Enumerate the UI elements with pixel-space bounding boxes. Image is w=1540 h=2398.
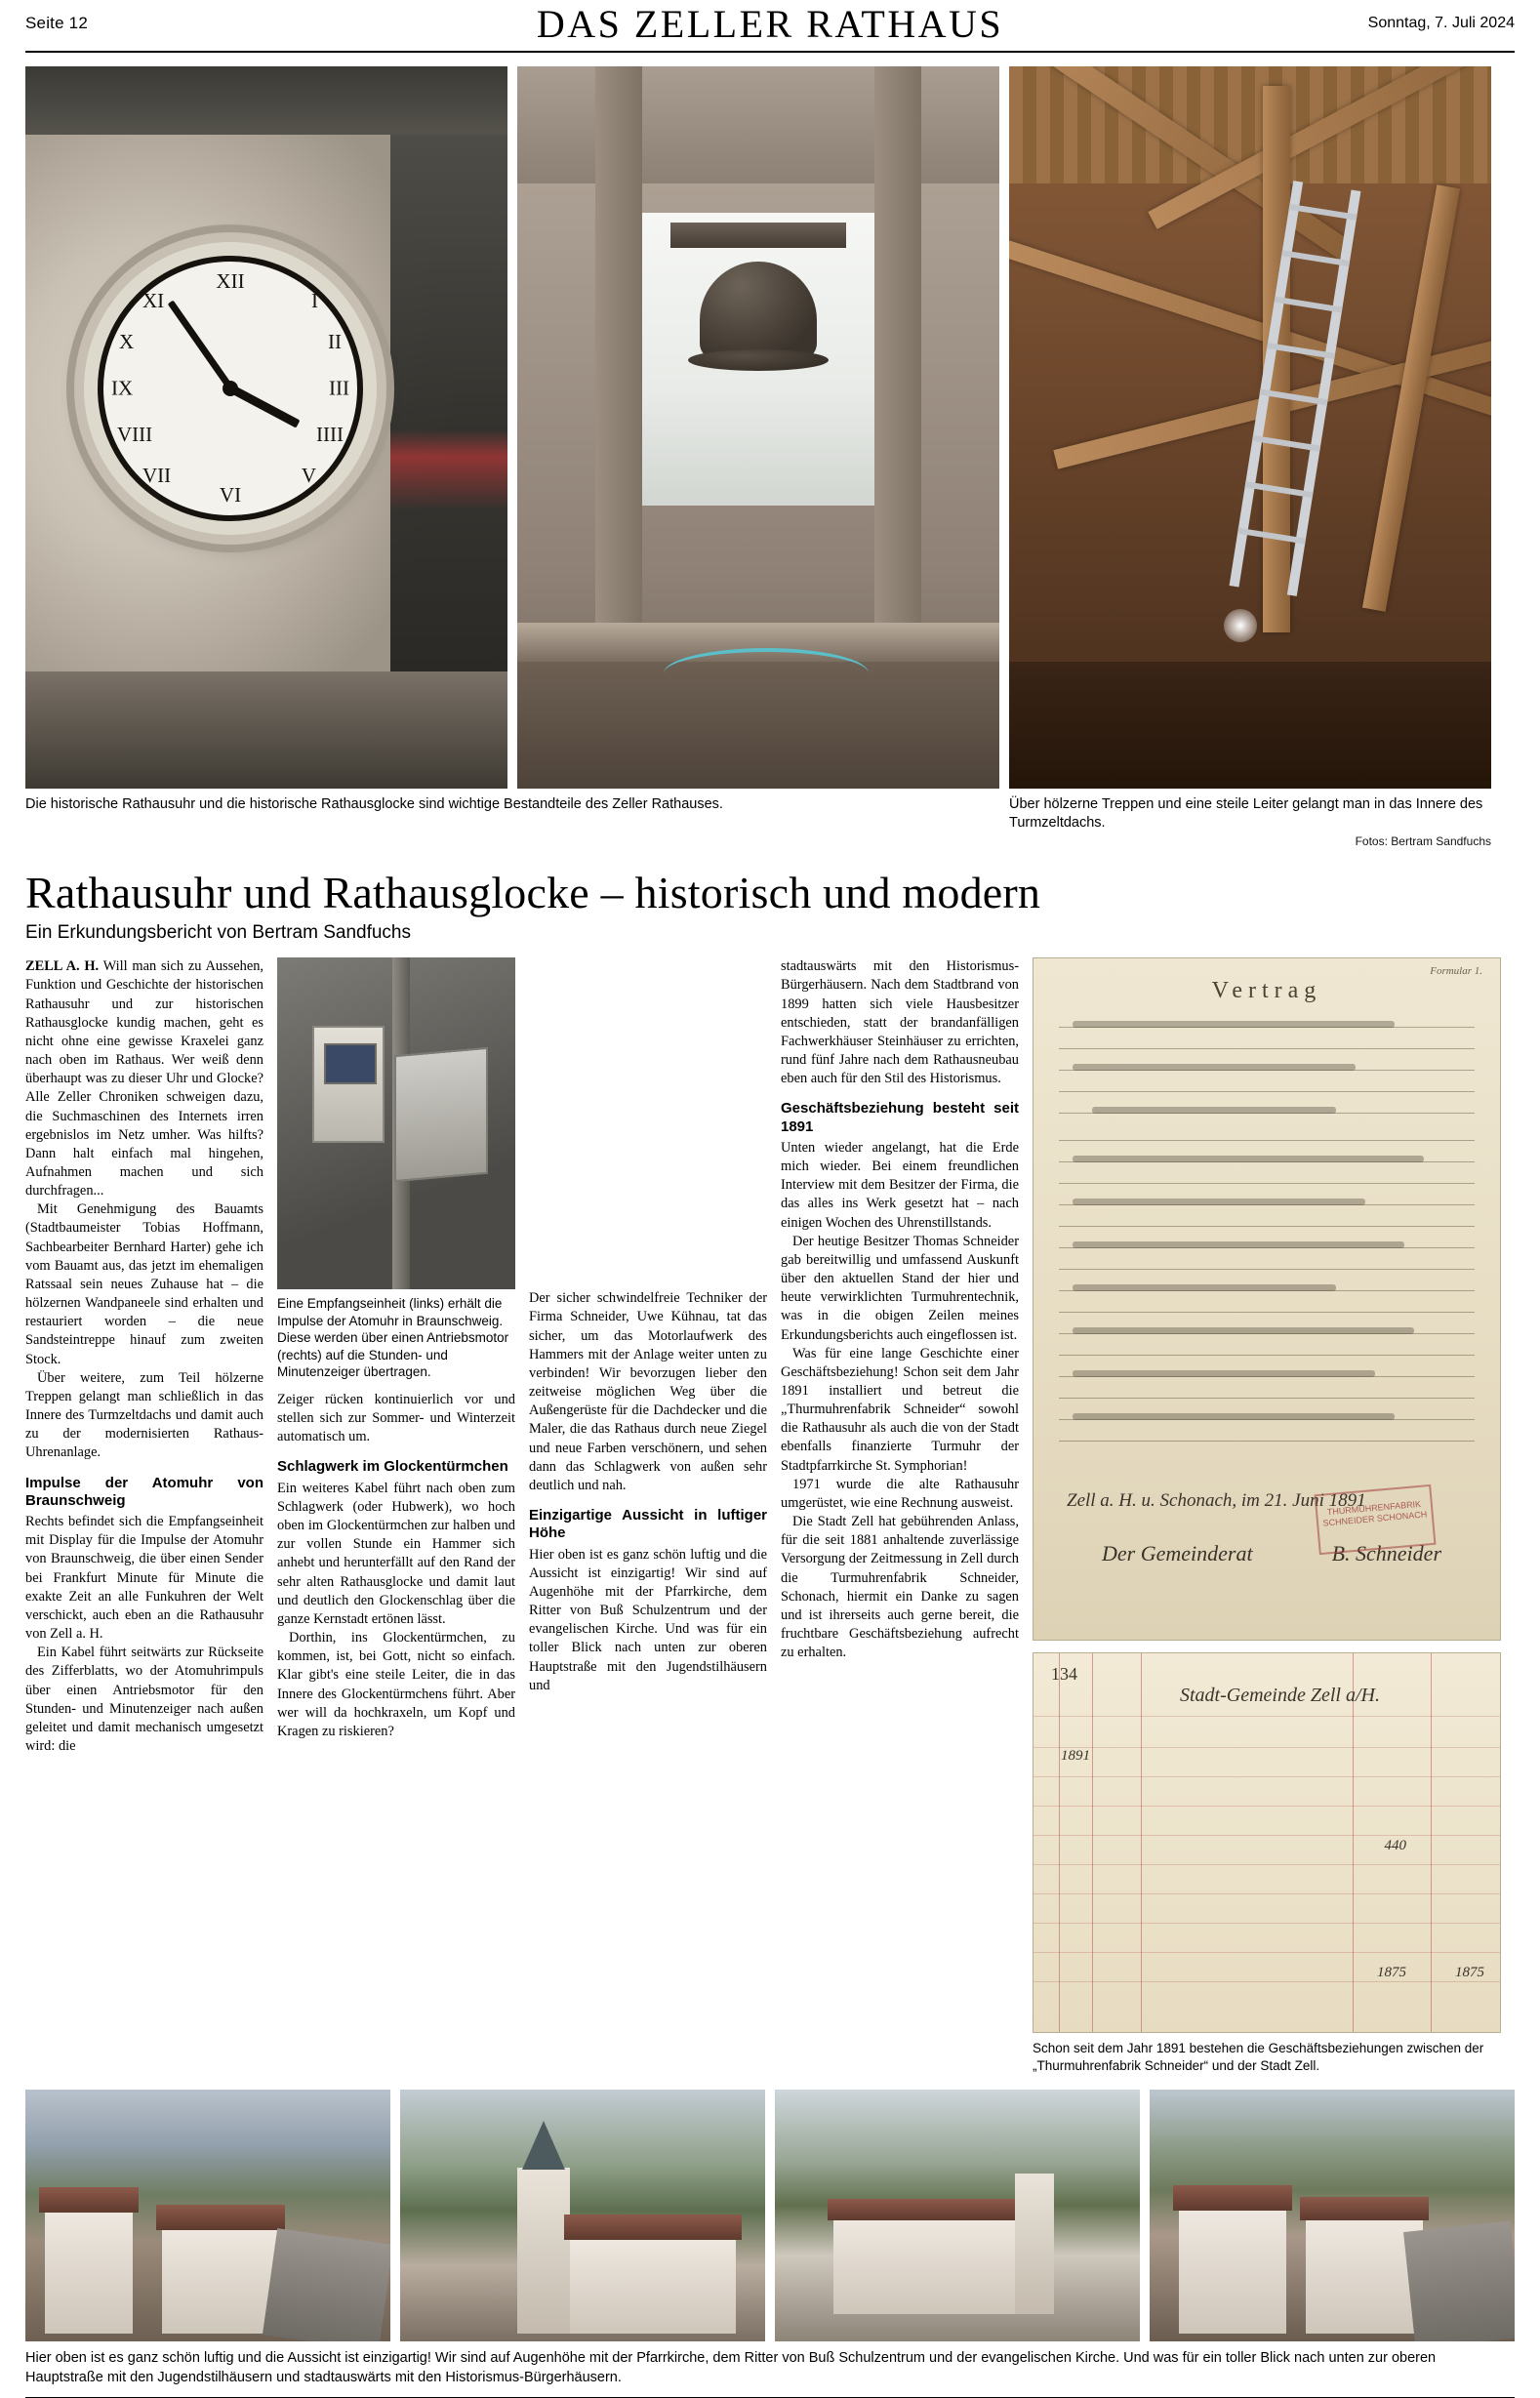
- subheading-schlagwerk: Schlagwerk im Glockentürmchen: [277, 1458, 508, 1476]
- ledger-heading: Stadt-Gemeinde Zell a/H.: [1180, 1685, 1380, 1707]
- photo-pfarrkirche: [400, 2090, 765, 2341]
- clock-dial-ring: [84, 242, 377, 535]
- ledger-page-number: 134: [1051, 1664, 1077, 1685]
- paragraph: Über weitere, zum Teil hölzerne Treppen gelangt man schließlich in das Innere des Turmzeltdachs und damit auch zu der modernisierten Rathaus-Uhrenanlage.: [25, 1369, 263, 1461]
- tower-beam-top: [25, 66, 507, 135]
- photo-rathausglocke: [517, 66, 999, 789]
- caption-right-wrap: [1009, 795, 1491, 849]
- ledger-total-right: 1875: [1455, 1965, 1484, 1981]
- contract-signature-right: B. Schneider: [1331, 1541, 1441, 1566]
- ladder-rung: [1260, 388, 1328, 405]
- caption-right: Über hölzerne Treppen und eine steile Leiter gelangt man in das Innere des Turmzeltdachs.: [1009, 796, 1483, 831]
- clock-numeral-9: IX: [111, 376, 134, 400]
- paragraph: Mit Genehmigung des Bauamts (Stadtbaumeister Tobias Hoffmann, Sachbearbeiter Bernhard Harter) gehe ich vom Bauamt aus, das jetzt im ehemaligen Ratssaal sein neues Zuhause hat – die hölzernen Wandpaneele sind erhalten und restauriert worden – die neue Sandsteintreppe hinauf zum zweiten Stock.: [25, 1201, 263, 1367]
- paragraph: Unten wieder angelangt, hat die Erde mich wieder. Bei einem freundlichen Interview mit dem Besitzer der Firma, die das alles ins Werk gesetzt hat – nach einigen Wochen des Uhrenstillstands.: [781, 1139, 1019, 1231]
- subheading-impulse-atomuhr: Impulse der Atomuhr von Braunschweig: [25, 1474, 263, 1509]
- paragraph: Dorthin, ins Glockentürmchen, zu kommen, ist, bei Gott, nicht so einfach. Klar gibt's eine steile Leiter, die in das Innere des Glockentürmchens führt. Aber wer will da hochkraxeln, um Kopf und Kragen zu riskieren?: [277, 1630, 515, 1739]
- receiver-display: [324, 1043, 377, 1084]
- clock-numeral-4: IIII: [316, 423, 344, 446]
- document-column: [1033, 957, 1501, 2074]
- clock-numeral-12: XII: [216, 269, 245, 293]
- photo-hauptstrasse: [25, 2090, 390, 2341]
- paragraph: Ein Kabel führt seitwärts zur Rückseite des Zifferblatts, wo der Atomuhrimpuls über einen Antriebsmotor für den Stunden- und Minutenzeiger nach außen geleitet und damit mechanisch umgesetzt wird: die: [25, 1645, 263, 1754]
- paragraph: Hier oben ist es ganz schön luftig und die Aussicht ist einzigartig! Wir sind auf Augenhöhe mit der Pfarrkirche, dem Ritter von Buß Schulzentrum und der evangelischen Kirche. Und was für ein toller Blick nach unten zur oberen Hauptstraße mit den Jugendstilhäusern und: [529, 1546, 767, 1693]
- ledger-year: 1891: [1061, 1748, 1090, 1765]
- top-photo-captions: [25, 795, 1515, 849]
- paragraph: Der heutige Besitzer Thomas Schneider gab bereitwillig und umfassend Auskunft über den aktuellen Stand der hier und heute verwirklichten Turmuhrentechnik, was in die obigen Zeilen meines Erkundungsberichts auch eingeflossen ist.: [781, 1233, 1019, 1343]
- ladder-rung: [1237, 528, 1306, 545]
- paragraph: [25, 957, 263, 1200]
- bottom-rule: [25, 2397, 1515, 2398]
- receiver-unit: [312, 1026, 385, 1143]
- text-column-4: [781, 957, 1019, 2074]
- clock-numeral-10: X: [119, 330, 135, 353]
- article-headline: Rathausuhr und Rathausglocke – historisch und modern: [25, 868, 1041, 918]
- work-light: [1224, 609, 1257, 642]
- photo-credit: Fotos: Bertram Sandfuchs: [1355, 833, 1491, 848]
- caption-left: Die historische Rathausuhr und die historische Rathausglocke sind wichtige Bestandteile des Zeller Rathauses.: [25, 796, 723, 812]
- photo-empfangseinheit: [277, 957, 515, 1289]
- publication-title: DAS ZELLER RATHAUS: [536, 1, 1004, 46]
- tower-side-panel: [390, 135, 507, 671]
- paragraph: 1971 wurde die alte Rathausuhr umgerüstet, wie eine Rechnung ausweist.: [781, 1476, 1019, 1511]
- ladder-rung: [1281, 250, 1350, 266]
- bell-yoke: [670, 223, 846, 248]
- clock-numeral-5: V: [301, 464, 316, 487]
- dateline: ZELL A. H.: [25, 958, 100, 975]
- clock-numeral-3: III: [329, 376, 349, 400]
- attic-floor: [1009, 662, 1491, 789]
- text-column-2: [277, 957, 515, 2074]
- ledger-grid: [1033, 1653, 1500, 2032]
- paragraph: Was für eine lange Geschichte einer Geschäftsbeziehung! Schon seit dem Jahr 1891 installiert und betreut die „Thurmuhrenfabrik Schneider“ sowohl die Rathausuhr als auch die von der Stadt ebenfalls finanzierte Turmuhr der Stadtpfarrkirche St. Symphorian!: [781, 1345, 1019, 1474]
- contract-signature-left: Der Gemeinderat: [1102, 1541, 1253, 1566]
- clock-numeral-11: XI: [142, 289, 165, 312]
- clock-hour-hand: [228, 385, 300, 428]
- paragraph: Ein weiteres Kabel führt nach oben zum Schlagwerk (oder Hubwerk), wo hoch oben im Glockentürmchen zur halben und zur vollen Stunde ein Hammer sich anhebt und herunterfällt auf den Rand der sehr alten Rathausglocke und damit laut und deutlich den Glockenschlag über die ganze Kernstadt ertönen lässt.: [277, 1480, 515, 1627]
- tower-beam-bottom: [25, 671, 507, 789]
- drive-motor-housing: [394, 1047, 488, 1182]
- contract-title: Vertrag: [1211, 978, 1322, 1004]
- contract-company-stamp: THURMUHRENFABRIK SCHNEIDER SCHONACH: [1315, 1484, 1437, 1555]
- clock-numeral-7: VII: [142, 464, 172, 487]
- clock-hub: [223, 381, 238, 396]
- document-contract-1891: [1033, 957, 1501, 1641]
- caption-empfangseinheit: Eine Empfangseinheit (links) erhält die Impulse der Atomuhr in Braunschweig. Diese werden über einen Antriebsmotor (rechts) auf die Stunden- und Minutenzeiger übertragen.: [277, 1296, 509, 1380]
- paragraph: Zeiger rücken kontinuierlich vor und stellen sich zur Sommer- und Winterzeit automatisch um.: [277, 1392, 515, 1445]
- top-photo-row: [25, 66, 1515, 789]
- contract-form-label: Formular 1.: [1430, 965, 1482, 978]
- photo-schulzentrum: [775, 2090, 1140, 2341]
- paragraph: Der sicher schwindelfreie Techniker der Firma Schneider, Uwe Kühnau, tat das sicher, um das Motorlaufwerk des Hammers mit der Anlage weiter unten zu verbinden! Wir bevorzugen lieber den zeitweise möglichen Weg über die Außengerüste für die Dachdecker und die Maler, die das Rathaus durch neue Ziegel und neue Farben verschönern, und sehen dann das Schlagwerk von außen sehr deutlich und nah.: [529, 1290, 767, 1493]
- photo-turmzeltdach: [1009, 66, 1491, 789]
- tower-wall-lower: [517, 662, 999, 789]
- clock-numeral-1: I: [311, 289, 318, 312]
- page-number: Seite 12: [25, 14, 88, 32]
- ladder-rung: [1275, 297, 1343, 313]
- subheading-aussicht: Einzigartige Aussicht in luftiger Höhe: [529, 1507, 767, 1542]
- text-column-3: [529, 957, 767, 2074]
- contract-place-date: Zell a. H. u. Schonach, im 21. Juni 1891: [1067, 1490, 1366, 1512]
- caption-documents: Schon seit dem Jahr 1891 bestehen die Geschäftsbeziehungen zwischen der „Thurmuhrenfabrik Schneider“ und der Stadt Zell.: [1033, 2041, 1484, 2073]
- bottom-photo-row: [25, 2090, 1515, 2341]
- ledger-subtotal: 440: [1384, 1838, 1406, 1854]
- ledger-total-left: 1875: [1377, 1965, 1406, 1981]
- clock-numeral-6: VI: [219, 483, 242, 507]
- clock-dial: [98, 256, 363, 521]
- paragraph-text: Will man sich zu Aussehen, Funktion und Geschichte der historischen Rathausuhr und zur historischen Rathausglocke kundig machen, geht es nicht ohne eine gewisse Kraxelei ganz nach oben im Rathaus. Wer weiß denn überhaupt was zu dieser Uhr und Glocke? Alle Zeller Chroniken schweigen dazu, die Suchmaschinen des Internets irren ergebnislos im Netz umher. Was hilfts? Dann halt einfach mal hingehen, Aufnahmen machen und sich durchfragen...: [25, 958, 263, 1199]
- ladder-rung: [1252, 435, 1320, 452]
- paragraph: stadtauswärts mit den Historismus-Bürgerhäusern. Nach dem Stadtbrand von 1899 hatten sich viele Hausbesitzer entschieden, statt der brandanfälligen Fachwerkhäuser Steinhäuser zu errichten, rund fünf Jahre nach dem Rathausneubau eben auch für den Stil des Historismus.: [781, 958, 1019, 1087]
- clock-numeral-2: II: [328, 330, 342, 353]
- clock-numeral-8: VIII: [117, 423, 153, 446]
- article-body: [25, 957, 1515, 2074]
- subheading-geschaeftsbeziehung: Geschäftsbeziehung besteht seit 1891: [781, 1100, 1019, 1135]
- article-subhead: Ein Erkundungsbericht von Bertram Sandfuchs: [25, 922, 411, 944]
- paragraph: Die Stadt Zell hat gebührenden Anlass, für die seit 1881 anhaltende zuverlässige Versorgung der Zeitmessung in Zell durch die Turmuhrenfabrik Schneider, Schonach, hiermit ein Danke zu sagen und ist ihrerseits auch gerne bereit, die fruchtbare Geschäftsbeziehung aufrecht zu erhalten.: [781, 1514, 1019, 1661]
- masthead: [25, 0, 1515, 53]
- photo-buergerhaeuser: [1150, 2090, 1515, 2341]
- bellframe-top-beam: [517, 66, 999, 183]
- ladder-rung: [1245, 481, 1314, 498]
- text-column-1: [25, 957, 263, 2074]
- ladder-rung: [1267, 343, 1335, 359]
- paragraph: Rechts befindet sich die Empfangseinheit mit Display für die Impulse der Atomuhr von Braunschweig, die über einen Sender bei Frankfurt Minute für Minute die exakte Zeit an alle Funkuhren der Welt verschickt, auch eben an die Rathausuhr von Zell a. H.: [25, 1514, 263, 1643]
- clock-minute-hand: [168, 301, 234, 390]
- publication-date: Sonntag, 7. Juli 2024: [1367, 15, 1515, 31]
- photo-rathausuhr: [25, 66, 507, 789]
- document-ledger-1891: [1033, 1652, 1501, 2033]
- caption-bottom-photos: Hier oben ist es ganz schön luftig und die Aussicht ist einzigartig! Wir sind auf Augenhöhe mit der Pfarrkirche, dem Ritter von Buß Schulzentrum und der evangelischen Kirche. Und was für ein toller Blick nach unten zur oberen Hauptstraße mit den Jugendstilhäusern und stadtauswärts mit den Historismus-Bürgerhäusern.: [25, 2350, 1437, 2385]
- ladder-rung: [1289, 204, 1358, 221]
